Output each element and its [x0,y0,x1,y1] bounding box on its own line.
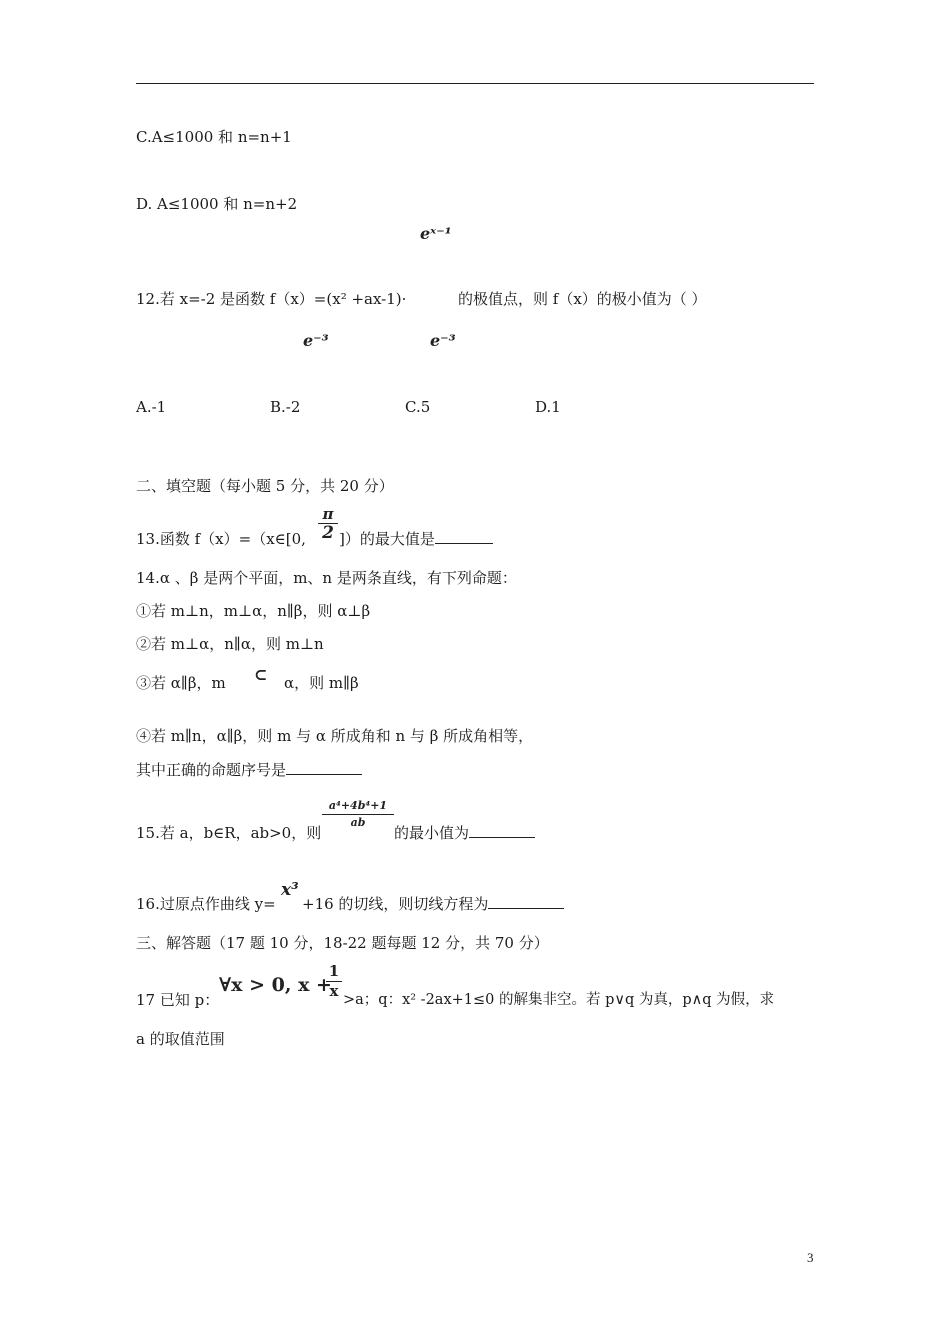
q14-prop-3-post: α，则 m∥β [284,674,359,692]
q16-pre: 16.过原点作曲线 y= [136,895,276,913]
q12-exp-above: eˣ⁻¹ [420,224,452,243]
q14-stem: 14.α 、β 是两个平面，m、n 是两条直线，有下列命题： [136,569,517,587]
q15-frac-den: ab [350,816,366,829]
option-c: C.A≤1000 和 n=n+1 [136,128,292,146]
q14-prop-4: ④若 m∥n，α∥β，则 m 与 α 所成角和 n 与 β 所成角相等， [136,727,534,745]
q15-frac-num: a⁴+4b⁴+1 [322,798,394,815]
section-2-heading: 二、填空题（每小题 5 分，共 20 分） [136,477,394,495]
q14-prop-2: ②若 m⊥α，n∥α，则 m⊥n [136,635,324,653]
q13-post [339,529,493,549]
page-number: 3 [807,1250,814,1265]
q12-stem-post: 的极值点，则 f（x）的极小值为（ ） [458,290,707,308]
q17-pre: 17 已知 p： [136,991,220,1009]
q13-fraction [318,505,338,542]
q15-fraction [322,798,394,831]
q14-ask [136,760,362,780]
q13-frac-den: 2 [318,523,338,542]
q16-post-text: +16 的切线，则切线方程为 [302,895,489,913]
q12-stem-pre: 12.若 x=-2 是函数 f（x）=(x² +ax-1)· [136,290,407,308]
section-3-heading: 三、解答题（17 题 10 分，18-22 题每题 12 分，共 70 分） [136,934,549,952]
q15-pre: 15.若 a，b∈R，ab>0，则 [136,824,322,842]
q16-x-cubed: x³ [281,880,299,900]
q14-prop-1: ①若 m⊥n，m⊥α，n∥β，则 α⊥β [136,602,371,620]
header-rule [136,83,814,84]
q15-answer-blank[interactable] [469,823,535,838]
q16-post [302,894,564,914]
q13-answer-blank[interactable] [435,529,493,544]
q14-ask-text: 其中正确的命题序号是 [136,761,287,779]
q12-option-a: A.-1 [136,398,167,416]
q15-post-text: 的最小值为 [394,824,470,842]
q13-post-text: ]）的最大值是 [339,530,435,548]
q17-fraction [326,962,342,1001]
q12-option-b: B.-2 [270,398,301,416]
q13-pre: 13.函数 f（x）=（x∈[0, [136,530,306,548]
q14-subset-symbol: ⊂ [254,665,268,684]
q12-exp-b: e⁻³ [430,331,456,350]
q14-answer-blank[interactable] [286,760,362,775]
option-d: D. A≤1000 和 n=n+2 [136,195,298,213]
q15-post [394,823,535,843]
q17-line-2: a 的取值范围 [136,1030,225,1048]
q17-post: >a；q：x² -2ax+1≤0 的解集非空。若 p∨q 为真，p∧q 为假，求 [343,992,775,1008]
q12-option-c: C.5 [405,398,431,416]
q14-prop-3-pre: ③若 α∥β，m [136,674,226,692]
q12-exp-a: e⁻³ [303,331,329,350]
q16-answer-blank[interactable] [488,894,564,909]
q12-option-d: D.1 [535,398,561,416]
q17-expression: ∀x > 0, x + [219,974,332,996]
q13-frac-num: π [322,505,334,523]
q17-frac-num: 1 [326,962,342,982]
q17-frac-den: x [329,982,339,1000]
